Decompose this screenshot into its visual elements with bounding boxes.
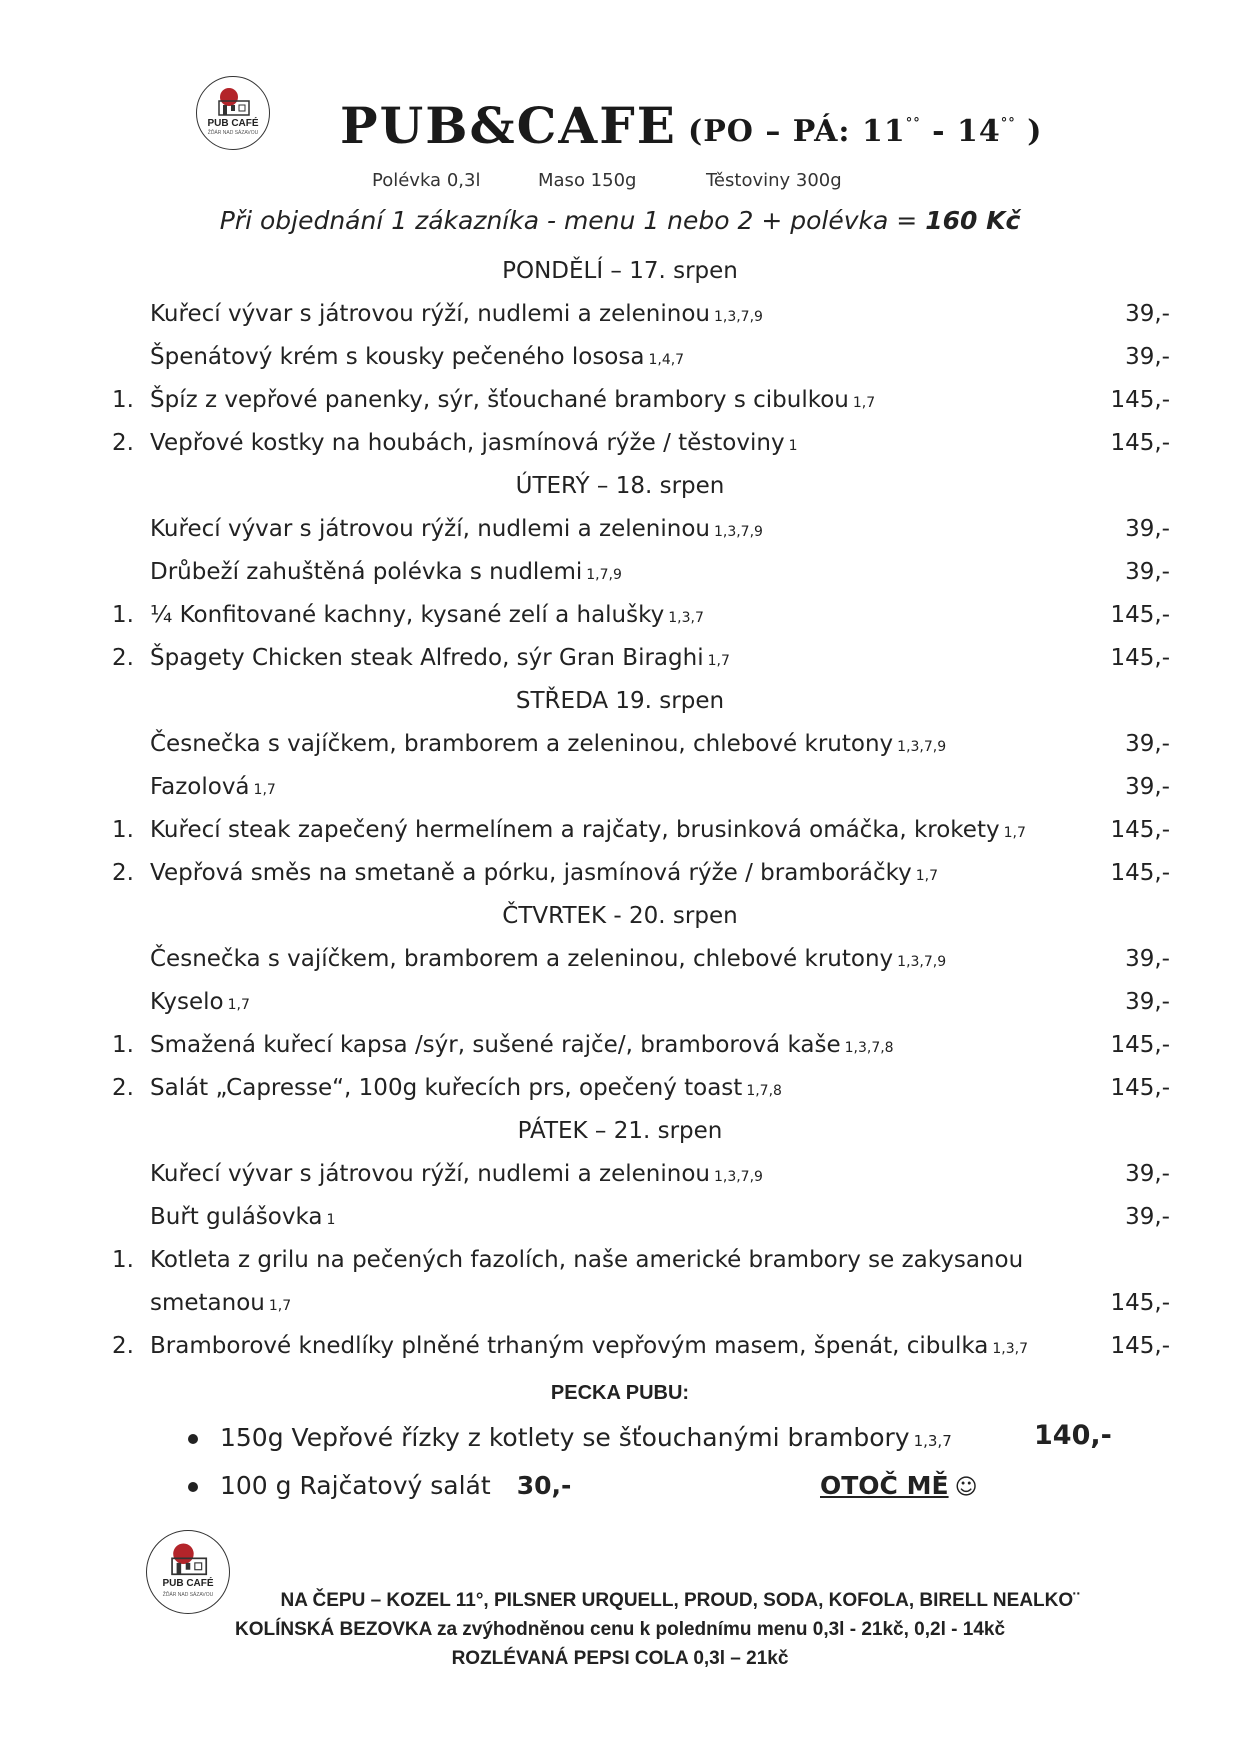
item-name: Kyselo 1,7 bbox=[150, 989, 250, 1015]
item-price: 39,- bbox=[1125, 1204, 1170, 1230]
item-number: 1. bbox=[112, 1032, 134, 1058]
allergens: 1,3,7,9 bbox=[897, 954, 947, 970]
menu-item bbox=[0, 1024, 1240, 1067]
allergens: 1,3,7,9 bbox=[897, 739, 947, 755]
footer-line-3: ROZLÉVANÁ PEPSI COLA 0,3l – 21kč bbox=[451, 1648, 789, 1669]
allergens: 1,4,7 bbox=[648, 352, 685, 368]
item-name: Salát „Capresse“, 100g kuřecích prs, opečený toast 1,7,8 bbox=[150, 1075, 782, 1101]
item-number: 1. bbox=[112, 602, 134, 628]
allergens: 1 bbox=[326, 1212, 336, 1228]
portion-pasta: Těstoviny 300g bbox=[706, 170, 842, 191]
day-heading: PÁTEK – 21. srpen bbox=[517, 1118, 723, 1144]
allergens: 1,3,7 bbox=[913, 1432, 952, 1450]
item-number: 2. bbox=[112, 1333, 134, 1359]
allergens: 1,7,8 bbox=[746, 1083, 782, 1099]
item-number: 2. bbox=[112, 430, 134, 456]
item-number: 2. bbox=[112, 1075, 134, 1101]
item-price: 145,- bbox=[1110, 602, 1170, 628]
menu-item bbox=[0, 1153, 1240, 1196]
item-name: Kuřecí vývar s játrovou rýží, nudlemi a zeleninou 1,3,7,9 bbox=[150, 301, 763, 327]
day-heading: PONDĚLÍ – 17. srpen bbox=[502, 258, 738, 284]
menu-item bbox=[0, 723, 1240, 766]
item-price: 39,- bbox=[1125, 344, 1170, 370]
menu-item bbox=[0, 293, 1240, 336]
item-price: 145,- bbox=[1110, 430, 1170, 456]
footer-line-2: KOLÍNSKÁ BEZOVKA za zvýhodněnou cenu k polednímu menu 0,3l - 21kč, 0,2l - 14kč bbox=[234, 1619, 1006, 1640]
item-price: 145,- bbox=[1110, 1333, 1170, 1359]
bullet-icon bbox=[188, 1482, 198, 1492]
turn-page-link[interactable]: OTOČ MĚ ☺ bbox=[820, 1462, 978, 1512]
allergens: 1,3,7,9 bbox=[713, 1169, 763, 1185]
day-heading: ÚTERÝ – 18. srpen bbox=[515, 473, 725, 499]
logo-subtitle: ŽĎÁR NAD SÁZAVOU bbox=[162, 1591, 214, 1598]
day-heading: ČTVRTEK - 20. srpen bbox=[502, 903, 738, 929]
item-name: Špagety Chicken steak Alfredo, sýr Gran Biraghi 1,7 bbox=[150, 645, 730, 671]
allergens: 1,7 bbox=[268, 1298, 292, 1314]
item-price: 39,- bbox=[1125, 516, 1170, 542]
menu-item bbox=[0, 981, 1240, 1024]
menu-item bbox=[0, 1325, 1240, 1368]
allergens: 1,7 bbox=[253, 782, 276, 798]
logo-name: PUB CAFÉ bbox=[207, 117, 259, 129]
special-item-1: 150g Vepřové řízky z kotlety se šťouchanými brambory 1,3,7 bbox=[188, 1414, 952, 1462]
portion-soup: Polévka 0,3l bbox=[372, 170, 481, 191]
logo-subtitle: ŽĎÁR NAD SÁZAVOU bbox=[207, 130, 259, 137]
item-name: Fazolová 1,7 bbox=[150, 774, 276, 800]
allergens: 1,3,7 bbox=[992, 1341, 1029, 1357]
item-price: 145,- bbox=[1110, 1075, 1170, 1101]
menu-item bbox=[0, 637, 1240, 680]
allergens: 1,7,9 bbox=[586, 567, 622, 583]
bullet-icon bbox=[188, 1434, 198, 1444]
offer-price: 160 Kč bbox=[925, 206, 1021, 235]
item-number: 1. bbox=[112, 387, 134, 413]
item-name: Kuřecí vývar s játrovou rýží, nudlemi a zeleninou 1,3,7,9 bbox=[150, 516, 763, 542]
item-number: 1. bbox=[112, 817, 134, 843]
item-price: 39,- bbox=[1125, 774, 1170, 800]
menu-item bbox=[0, 766, 1240, 809]
item-name: Smažená kuřecí kapsa /sýr, sušené rajče/, bramborová kaše 1,3,7,8 bbox=[150, 1032, 894, 1058]
item-price: 39,- bbox=[1125, 946, 1170, 972]
special-item-1-price: 140,- bbox=[1034, 1420, 1112, 1451]
special-item-2: 100 g Rajčatový salát 30,- bbox=[188, 1462, 571, 1510]
menu-item bbox=[0, 1067, 1240, 1110]
item-name: Buřt gulášovka 1 bbox=[150, 1204, 336, 1230]
item-number: 2. bbox=[112, 645, 134, 671]
menu-item bbox=[0, 809, 1240, 852]
portion-meat: Maso 150g bbox=[538, 170, 637, 191]
item-name: Kotleta z grilu na pečených fazolích, naše americké brambory se zakysanou bbox=[150, 1247, 1024, 1273]
menu-item bbox=[0, 422, 1240, 465]
item-name: Drůbeží zahuštěná polévka s nudlemi 1,7,9 bbox=[150, 559, 622, 585]
allergens: 1,7 bbox=[707, 653, 730, 669]
day-heading: STŘEDA 19. srpen bbox=[515, 688, 725, 714]
item-name: smetanou 1,7 bbox=[150, 1290, 292, 1316]
menu-offer: Při objednání 1 zákazníka - menu 1 nebo 2 + polévka = 160 Kč bbox=[219, 206, 1021, 235]
item-name: Špíz z vepřové panenky, sýr, šťouchané brambory s cibulkou 1,7 bbox=[150, 387, 876, 413]
item-price: 39,- bbox=[1125, 989, 1170, 1015]
item-price: 39,- bbox=[1125, 1161, 1170, 1187]
menu-item bbox=[0, 938, 1240, 981]
logo-name: PUB CAFÉ bbox=[162, 1577, 214, 1589]
item-price: 145,- bbox=[1110, 817, 1170, 843]
menu-item bbox=[0, 336, 1240, 379]
allergens: 1,3,7,9 bbox=[713, 309, 763, 325]
menu-item bbox=[0, 1196, 1240, 1239]
opening-hours: (PO – PÁ: 11°° - 14°° ) bbox=[688, 114, 1043, 149]
page-title: PUB&CAFE bbox=[340, 96, 677, 155]
item-number: 2. bbox=[112, 860, 134, 886]
menu-item bbox=[0, 1282, 1240, 1325]
item-name: Česnečka s vajíčkem, bramborem a zeleninou, chlebové krutony 1,3,7,9 bbox=[150, 946, 947, 972]
daily-menu bbox=[0, 250, 1240, 1368]
special-item-2-price: 30,- bbox=[516, 1471, 572, 1500]
item-name: Špenátový krém s kousky pečeného lososa 1,4,7 bbox=[150, 344, 685, 370]
allergens: 1 bbox=[788, 438, 798, 454]
menu-item bbox=[0, 551, 1240, 594]
menu-item bbox=[0, 508, 1240, 551]
item-price: 39,- bbox=[1125, 559, 1170, 585]
smiley-icon: ☺ bbox=[954, 1475, 978, 1500]
special-title: PECKA PUBU: bbox=[550, 1382, 690, 1404]
item-number: 1. bbox=[112, 1247, 134, 1273]
footer-line-1: NA ČEPU – KOZEL 11°, PILSNER URQUELL, PROUD, SODA, KOFOLA, BIRELL NEALKO¨ bbox=[280, 1590, 1080, 1611]
allergens: 1,7 bbox=[227, 997, 250, 1013]
allergens: 1,3,7 bbox=[668, 610, 704, 626]
menu-item bbox=[0, 852, 1240, 895]
item-name: Bramborové knedlíky plněné trhaným vepřovým masem, špenát, cibulka 1,3,7 bbox=[150, 1333, 1029, 1359]
item-name: Vepřová směs na smetaně a pórku, jasmínová rýže / bramboráčky 1,7 bbox=[150, 860, 938, 886]
header bbox=[0, 96, 1240, 166]
item-price: 145,- bbox=[1110, 645, 1170, 671]
allergens: 1,7 bbox=[852, 395, 876, 411]
allergens: 1,7 bbox=[1003, 825, 1026, 841]
item-price: 145,- bbox=[1110, 860, 1170, 886]
menu-item bbox=[0, 1239, 1240, 1282]
menu-item bbox=[0, 594, 1240, 637]
allergens: 1,3,7,8 bbox=[844, 1040, 894, 1056]
item-name: Česnečka s vajíčkem, bramborem a zeleninou, chlebové krutony 1,3,7,9 bbox=[150, 731, 947, 757]
item-price: 39,- bbox=[1125, 301, 1170, 327]
allergens: 1,7 bbox=[915, 868, 938, 884]
item-name: Vepřové kostky na houbách, jasmínová rýže / těstoviny 1 bbox=[150, 430, 798, 456]
item-price: 145,- bbox=[1110, 1290, 1170, 1316]
allergens: 1,3,7,9 bbox=[713, 524, 763, 540]
item-name: Kuřecí vývar s játrovou rýží, nudlemi a zeleninou 1,3,7,9 bbox=[150, 1161, 763, 1187]
menu-item bbox=[0, 379, 1240, 422]
item-price: 145,- bbox=[1110, 387, 1170, 413]
item-name: ¼ Konfitované kachny, kysané zelí a halušky 1,3,7 bbox=[150, 602, 704, 628]
item-name: Kuřecí steak zapečený hermelínem a rajčaty, brusinková omáčka, krokety 1,7 bbox=[150, 817, 1026, 843]
item-price: 145,- bbox=[1110, 1032, 1170, 1058]
item-price: 39,- bbox=[1125, 731, 1170, 757]
